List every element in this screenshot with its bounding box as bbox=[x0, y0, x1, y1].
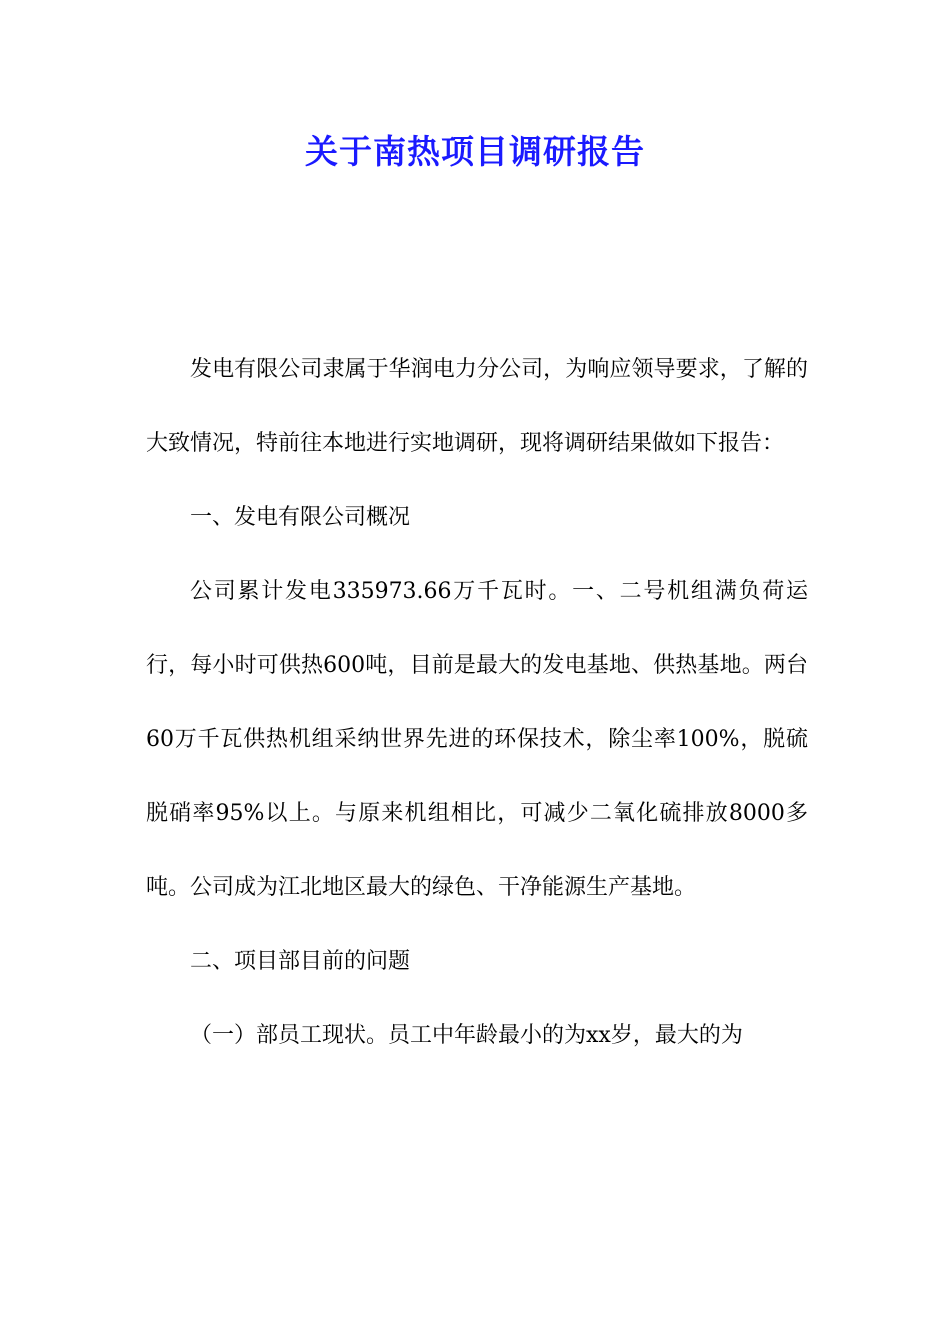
section-heading-overview: 一、发电有限公司概况 bbox=[190, 505, 411, 530]
document-title: 关于南热项目调研报告 bbox=[305, 132, 645, 171]
document-body bbox=[146, 333, 808, 1073]
paragraph-staff: （一）部员工现状。员工中年龄最小的为xx岁，最大的为 bbox=[190, 1023, 743, 1048]
section-heading-problems: 二、项目部目前的问题 bbox=[190, 949, 411, 974]
paragraph-overview: 公司累计发电335973.66万千瓦时。一、二号机组满负荷运行，每小时可供热600吨，目前是最大的发电基地、供热基地。两台60万千瓦供热机组采纳世界先进的环保技术，除尘率100%，脱硫脱硝率95%以上。与原来机组相比，可减少二氧化硫排放8000多吨。公司成为江北地区最大的绿色、干净能源生产基地。 bbox=[146, 579, 808, 900]
paragraph-intro: 发电有限公司隶属于华润电力分公司，为响应领导要求，了解的大致情况，特前往本地进行实地调研，现将调研结果做如下报告： bbox=[146, 357, 808, 456]
